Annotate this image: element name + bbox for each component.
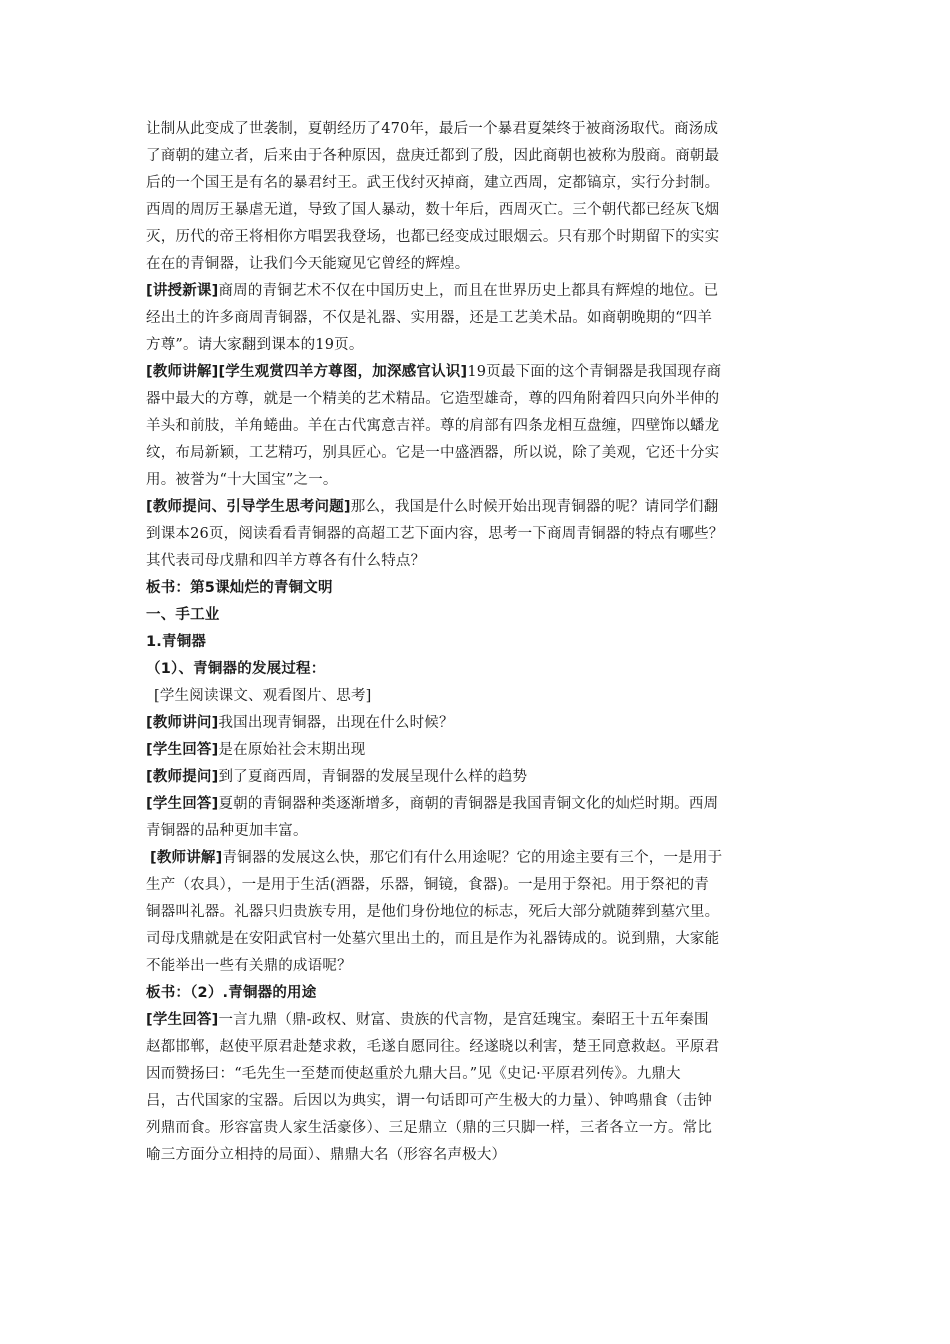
- text-line: 列鼎而食。形容富贵人家生活豪侈）、三足鼎立（鼎的三只脚一样，三者各立一方。常比: [146, 1120, 713, 1136]
- section-tag: [教师讲问]: [146, 715, 219, 731]
- text-line: 用。被誉为“十大国宝”之一。: [146, 472, 338, 488]
- text-line: 司母戊鼎就是在安阳武官村一处墓穴里出土的，而且是作为礼器铸成的。说到鼎，大家能: [146, 931, 720, 947]
- section-tag: [学生回答]: [146, 796, 219, 812]
- subsection-heading: （1）、青铜器的发展过程：: [146, 661, 326, 677]
- text-line: 喻三方面分立相持的局面）、鼎鼎大名（形容名声极大）: [146, 1147, 507, 1163]
- text-line: 因而赞扬曰：“毛先生一至楚而使赵重於九鼎大吕。”见《史记·平原君列传》。九鼎大: [146, 1066, 681, 1082]
- text-line: 其代表司母戊鼎和四羊方尊各有什么特点？: [146, 553, 426, 569]
- section-tag: [教师提问]: [146, 769, 219, 785]
- qa-line: [146, 710, 806, 737]
- text-span: 到了夏商西周，青铜器的发展呈现什么样的趋势: [218, 769, 528, 785]
- document-page: [146, 116, 806, 1169]
- subsection-heading: 1.青铜器: [146, 634, 207, 650]
- text-line: 到课本26页，阅读看看青铜器的高超工艺下面内容，思考一下商周青铜器的特点有哪些？: [146, 526, 724, 542]
- text-span: 青铜器的发展这么快，那它们有什么用途呢？它的用途主要有三个，一是用于: [222, 850, 723, 866]
- activity-note: [学生阅读课文、观看图片、思考]: [154, 688, 372, 704]
- text-line: 不能举出一些有关鼎的成语呢？: [146, 958, 352, 974]
- text-line: 在在的青铜器，让我们今天能窥见它曾经的辉煌。: [146, 256, 470, 272]
- text-line: 青铜器的品种更加丰富。: [146, 823, 308, 839]
- text-line: 吕，古代国家的宝器。后因以为典实，谓一句话即可产生极大的力量）、钟鸣鼎食（击钟: [146, 1093, 713, 1109]
- text-span: 夏朝的青铜器种类逐渐增多，商朝的青铜器是我国青铜文化的灿烂时期。西周: [218, 796, 719, 812]
- text-span: 是在原始社会末期出现: [218, 742, 366, 758]
- text-line: 铜器叫礼器。礼器只归贵族专用，是他们身份地位的标志，死后大部分就随葬到墓穴里。: [146, 904, 720, 920]
- text-line: 纹，布局新颖，工艺精巧，别具匠心。它是一中盛酒器，所以说，除了美观，它还十分实: [146, 445, 720, 461]
- paragraph-line: [146, 278, 806, 305]
- text-line: 器中最大的方尊，就是一个精美的艺术精品。它造型雄奇，尊的四角附着四只向外半伸的: [146, 391, 720, 407]
- qa-line: [146, 764, 806, 791]
- qa-line: [146, 737, 806, 764]
- section-tag: [学生回答]: [146, 1012, 219, 1028]
- text-span: 我国出现青铜器，出现在什么时候？: [218, 715, 454, 731]
- board-heading: 板书：第5课灿烂的青铜文明: [146, 580, 333, 596]
- paragraph-line: [146, 1007, 806, 1034]
- section-tag: [教师讲解][学生观赏四羊方尊图，加深感官认识]: [146, 364, 468, 380]
- text-line: 灭，历代的帝王将相你方唱罢我登场，也都已经变成过眼烟云。只有那个时期留下的实实: [146, 229, 720, 245]
- paragraph-line: [146, 845, 806, 872]
- text-line: 羊头和前肢，羊角蜷曲。羊在古代寓意吉祥。尊的肩部有四条龙相互盘缠，四壁饰以蟠龙: [146, 418, 720, 434]
- board-heading: 板书：（2）.青铜器的用途: [146, 985, 317, 1001]
- text-span: 一言九鼎（鼎-政权、财富、贵族的代言物，是宫廷瑰宝。秦昭王十五年秦围: [218, 1012, 709, 1028]
- text-line: 西周的周厉王暴虐无道，导致了国人暴动，数十年后，西周灭亡。三个朝代都已经灰飞烟: [146, 202, 720, 218]
- section-heading: 一、手工业: [146, 607, 220, 623]
- text-span: 商周的青铜艺术不仅在中国历史上，而且在世界历史上都具有辉煌的地位。已: [218, 283, 719, 299]
- text-line: 了商朝的建立者，后来由于各种原因，盘庚迁都到了殷，因此商朝也被称为殷商。商朝最: [146, 148, 720, 164]
- text-line: 生产（农具），一是用于生活(酒器，乐器，铜镜，食器)。一是用于祭祀。用于祭祀的青: [146, 877, 710, 893]
- section-tag: [学生回答]: [146, 742, 219, 758]
- text-span: 19页最下面的这个青铜器是我国现存商: [467, 364, 722, 380]
- section-tag: [教师讲解]: [150, 850, 223, 866]
- text-line: 赵都邯郸，赵使平原君赴楚求救，毛遂自愿同往。经遂晓以利害，楚王同意救赵。平原君: [146, 1039, 720, 1055]
- section-tag: [教师提问、引导学生思考问题]: [146, 499, 351, 515]
- text-line: 经出土的许多商周青铜器，不仅是礼器、实用器，还是工艺美术品。如商朝晚期的“四羊: [146, 310, 713, 326]
- text-line: 方尊”。请大家翻到课本的19页。: [146, 337, 364, 353]
- paragraph-line: [146, 359, 806, 386]
- paragraph-line: [146, 494, 806, 521]
- text-span: 那么，我国是什么时候开始出现青铜器的呢？请同学们翻: [350, 499, 719, 515]
- text-line: 后的一个国王是有名的暴君纣王。武王伐纣灭掉商，建立西周，定都镐京，实行分封制。: [146, 175, 720, 191]
- section-tag: [讲授新课]: [146, 283, 219, 299]
- text-line: 让制从此变成了世袭制，夏朝经历了470年，最后一个暴君夏桀终于被商汤取代。商汤成: [146, 121, 719, 137]
- qa-line: [146, 791, 806, 818]
